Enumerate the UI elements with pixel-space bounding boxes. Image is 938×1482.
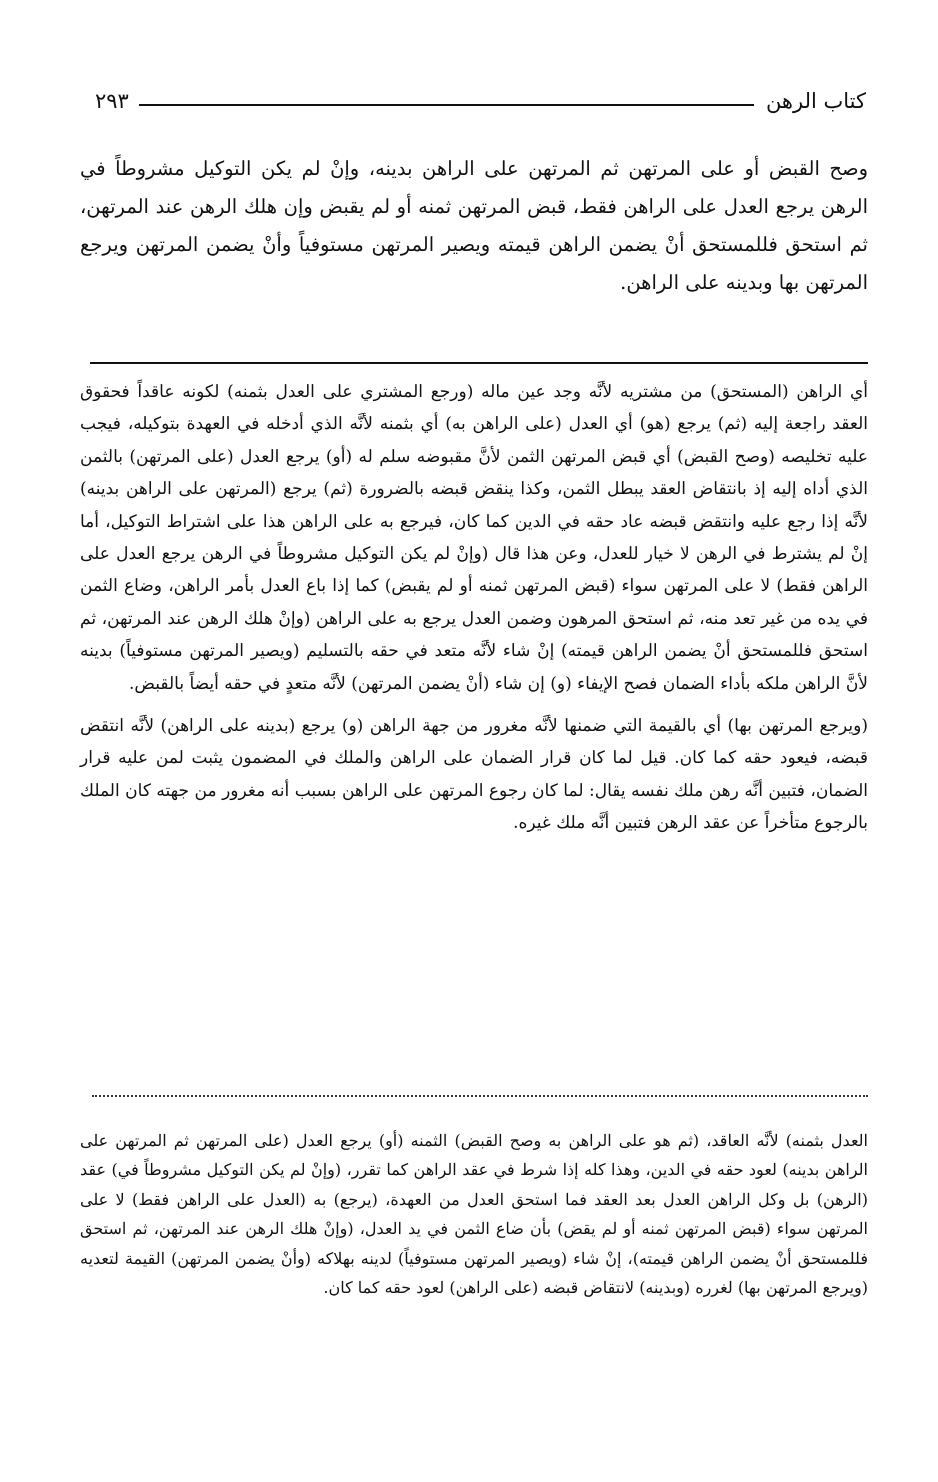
header-rule — [139, 104, 754, 106]
main-text: وصح القبض أو على المرتهن ثم المرتهن على الراهن بدينه، وإنْ لم يكن التوكيل مشروطاً في الرهن يرجع العدل على الراهن فقط، قبض المرتهن ثمنه أو لم يقبض وإن هلك الرهن عند المرتهن، ثم استحق فللمستحق أنْ يضمن الراهن قيمته ويصير المرتهن مستوفياً وأنْ يضمن المرتهن ويرجع المرتهن بها وبدينه على الراهن. — [80, 157, 868, 294]
footnote-text: العدل بثمنه) لأنَّه العاقد، (ثم هو على الراهن به وصح القبض) الثمنه (أو) يرجع العدل (على المرتهن ثم المرتهن على الراهن بدينه) لعود حقه في الدين، وهذا كله إذا شرط في عقد الراهن كما تقرر، (وإنْ لم يكن التوكيل مشروطاً في) عقد (الرهن) بل وكل الراهن العدل بعد العقد فما استحق العدل من العهدة، (يرجع) به (العدل على الراهن فقط) لا على المرتهن سواء (قبض المرتهن ثمنه أو لم يقض) بأن ضاع الثمن في يد العدل، (وإنْ هلك الرهن عند المرتهن، ثم استحق فللمستحق أنْ يضمن الراهن قيمته)، إنْ شاء (ويصير المرتهن مستوفياً) لدينه بهلاكه (وأنْ يضمن المرتهن) القيمة لتعديه (ويرجع المرتهن بها) لغرره (وبدينه) لانتقاض قبضه (على الراهن) لعود حقه كما كان. — [80, 1131, 869, 1298]
commentary-paragraph: أي الراهن (المستحق) من مشتريه لأنَّه وجد عين ماله (ورجع المشتري على العدل بثمنه) لكونه عاقداً فحقوق العقد راجعة إليه (ثم) يرجع (هو) أي العدل (على الراهن به) أي بثمنه لأنَّه الذي أدخله في العهدة بتوكيله، فيجب عليه تخليصه (وصح القبض) أي قبض المرتهن الثمن لأنَّ مقبوضه سلم له (أو) يرجع العدل (على المرتهن) بالثمن الذي أداه إليه إذ بانتقاض العقد يبطل الثمن، وكذا ينقض قبضه بالضرورة (ثم) يرجع (المرتهن على الراهن بدينه) لأنَّه إذا رجع عليه وانتقض قبضه عاد حقه في الدين كما كان، فيرجع به على الراهن هذا على اشتراط التوكيل، أما إنْ لم يشترط في الرهن لا خيار للعدل، وعن هذا قال (وإنْ لم يكن التوكيل مشروطاً في الرهن يرجع العدل على الراهن فقط) لا على المرتهن سواء (قبض المرتهن ثمنه أو لم يقبض) كما إذا باع العدل بأمر الراهن، وضاع الثمن في يده من غير تعد منه، ثم استحق المرهون وضمن العدل يرجع به على الراهن (وإنْ هلك الرهن عند المرتهن، ثم استحق فللمستحق أنْ يضمن الراهن قيمته) إنْ شاء لأنَّه متعد في حقه بالتسليم (ويصير المرتهن مستوفياً) بدينه لأنَّ الراهن ملكه بأداء الضمان فصح الإيفاء (و) إن شاء (أنْ يضمن المرتهن) لأنَّه متعدٍ في حقه أيضاً بالقبض. — [80, 382, 868, 694]
footnote-divider — [92, 1095, 868, 1097]
running-header — [95, 84, 866, 118]
book-title: كتاب الرهن — [765, 89, 866, 113]
page-number: ٢٩٣ — [95, 89, 129, 113]
commentary — [80, 376, 868, 840]
commentary-paragraph: (ويرجع المرتهن بها) أي بالقيمة التي ضمنها لأنَّه مغرور من جهة الراهن (و) يرجع (بدينه على الراهن) لأنَّه انتقض قبضه، فيعود حقه كما كان. قيل لما كان قرار الضمان على الراهن والملك في المضمون يثبت لمن عليه قرار الضمان، فتبين أنَّه رهن ملك نفسه يقال: لما كان رجوع المرتهن على الراهن بسبب أنه مغرور من جهته كان الملك بالرجوع متأخراً عن عقد الرهن فتبين أنَّه ملك غيره. — [80, 716, 868, 834]
commentary-divider — [90, 362, 868, 364]
